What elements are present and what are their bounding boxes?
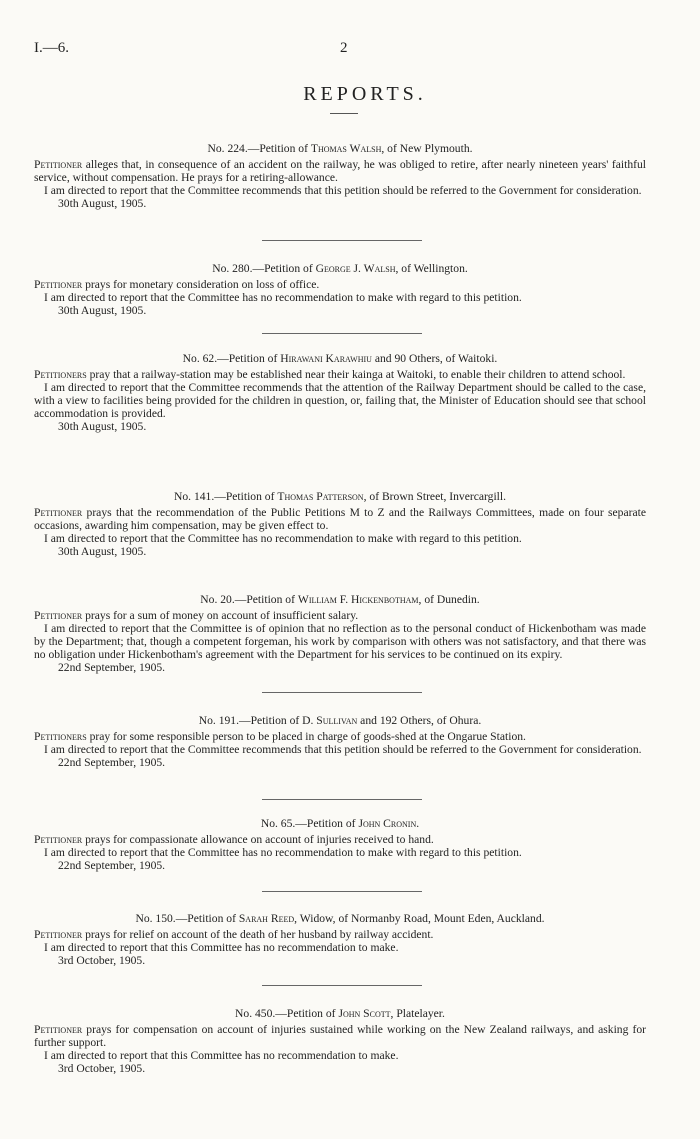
decision-text: I am directed to report that the Committee recommends that the attention of the Railway Department should be called to the case, with a view to facilities being provided for the children in question, or, failing that, the Minister of Education should see that school accommodation is provided. [34, 381, 646, 420]
petition-text: Petitioner prays for relief on account of the death of her husband by railway accident. [34, 928, 434, 941]
report-heading: No. 141.—Petition of Thomas Patterson, of Brown Street, Invercargill. [173, 490, 507, 503]
report-date: 30th August, 1905. [58, 197, 147, 210]
report-heading: No. 20.—Petition of William F. Hickenbotham, of Dunedin. [200, 593, 480, 606]
report-date: 30th August, 1905. [58, 420, 147, 433]
petition-text: Petitioner prays that the recommendation of the Public Petitions M to Z and the Railways Committees, made on four separate occasions, awarding him compensation, may be given effect to. [34, 506, 646, 532]
decision-text: I am directed to report that the Committee has no recommendation to make with regard to this petition. [44, 532, 522, 545]
paper-code: I.—6. [34, 40, 69, 56]
decision-text: I am directed to report that this Committee has no recommendation to make. [44, 941, 399, 954]
petition-text: Petitioners pray that a railway-station may be established near their kainga at Waitoki, to enable their children to attend school. [34, 368, 626, 381]
decision-text: I am directed to report that the Committee has no recommendation to make with regard to this petition. [44, 291, 522, 304]
separator-rule [262, 333, 422, 334]
report-date: 30th August, 1905. [58, 304, 147, 317]
petitioner-name: George J. Walsh [315, 262, 396, 275]
page-header [34, 40, 654, 60]
petitioner-name: John Scott [338, 1007, 391, 1020]
report-280 [34, 262, 646, 317]
report-heading: No. 224.—Petition of Thomas Walsh, of New Plymouth. [207, 142, 473, 155]
petition-text: Petitioner prays for a sum of money on account of insufficient salary. [34, 609, 359, 622]
decision-text: I am directed to report that the Committee has no recommendation to make with regard to this petition. [44, 846, 522, 859]
separator-rule [262, 799, 422, 800]
decision-text: I am directed to report that the Committee recommends that this petition should be referred to the Government for consideration. [44, 743, 642, 756]
petition-text: Petitioner prays for compassionate allowance on account of injuries received to hand. [34, 833, 434, 846]
report-date: 30th August, 1905. [58, 545, 147, 558]
report-heading: No. 150.—Petition of Sarah Reed, Widow, of Normanby Road, Mount Eden, Auckland. [135, 912, 545, 925]
page-title: REPORTS. [303, 83, 427, 105]
report-date: 22nd September, 1905. [58, 661, 166, 674]
decision-text: I am directed to report that this Committee has no recommendation to make. [44, 1049, 399, 1062]
report-date: 22nd September, 1905. [58, 756, 166, 769]
petition-text: Petitioners pray for some responsible person to be placed in charge of goods-shed at the Ongarue Station. [34, 730, 526, 743]
petition-text: Petitioner alleges that, in consequence of an accident on the railway, he was obliged to retire, after nearly nineteen years' faithful service, without compensation. He prays for a retiring-allowance. [34, 158, 646, 184]
report-heading: No. 280.—Petition of George J. Walsh, of Wellington. [212, 262, 468, 275]
petitioner-name: D. Sullivan [302, 714, 358, 727]
report-20 [34, 593, 646, 674]
report-date: 3rd October, 1905. [58, 954, 146, 967]
title-rule [330, 113, 358, 114]
report-date: 3rd October, 1905. [58, 1062, 146, 1075]
petition-text: Petitioner prays for monetary consideration on loss of office. [34, 278, 320, 291]
report-150 [34, 912, 646, 967]
page-number: 2 [340, 40, 348, 56]
report-191 [34, 714, 646, 769]
report-heading: No. 65.—Petition of John Cronin. [260, 817, 420, 830]
petitioner-name: Thomas Walsh [310, 142, 382, 155]
petition-text: Petitioner prays for compensation on account of injuries sustained while working on the New Zealand railways, and asking for further support. [34, 1023, 646, 1049]
report-65 [34, 817, 646, 872]
report-62 [34, 352, 646, 433]
decision-text: I am directed to report that the Committee is of opinion that no reflection as to the personal conduct of Hickenbotham was made by the Department; that, though a competent forgeman, his work by comparison with others was not satisfactory, and that there was no obligation under Hickenbotham's agreement with the Department for his services to be continued on its expiry. [34, 622, 646, 661]
separator-rule [262, 985, 422, 986]
petitioner-name: John Cronin [358, 817, 417, 830]
separator-rule [262, 240, 422, 241]
report-224 [34, 142, 646, 210]
report-heading: No. 450.—Petition of John Scott, Platelayer. [235, 1007, 445, 1020]
report-heading: No. 62.—Petition of Hirawani Karawhiu and 90 Others, of Waitoki. [182, 352, 498, 365]
report-date: 22nd September, 1905. [58, 859, 166, 872]
petitioner-name: William F. Hickenbotham [297, 593, 419, 606]
decision-text: I am directed to report that the Committee recommends that this petition should be referred to the Government for consideration. [44, 184, 642, 197]
separator-rule [262, 891, 422, 892]
report-141 [34, 490, 646, 558]
petitioner-name: Thomas Patterson [277, 490, 364, 503]
report-heading: No. 191.—Petition of D. Sullivan and 192 Others, of Ohura. [198, 714, 482, 727]
petitioner-name: Sarah Reed [238, 912, 295, 925]
petitioner-name: Hirawani Karawhiu [280, 352, 372, 365]
report-450 [34, 1007, 646, 1075]
separator-rule [262, 692, 422, 693]
